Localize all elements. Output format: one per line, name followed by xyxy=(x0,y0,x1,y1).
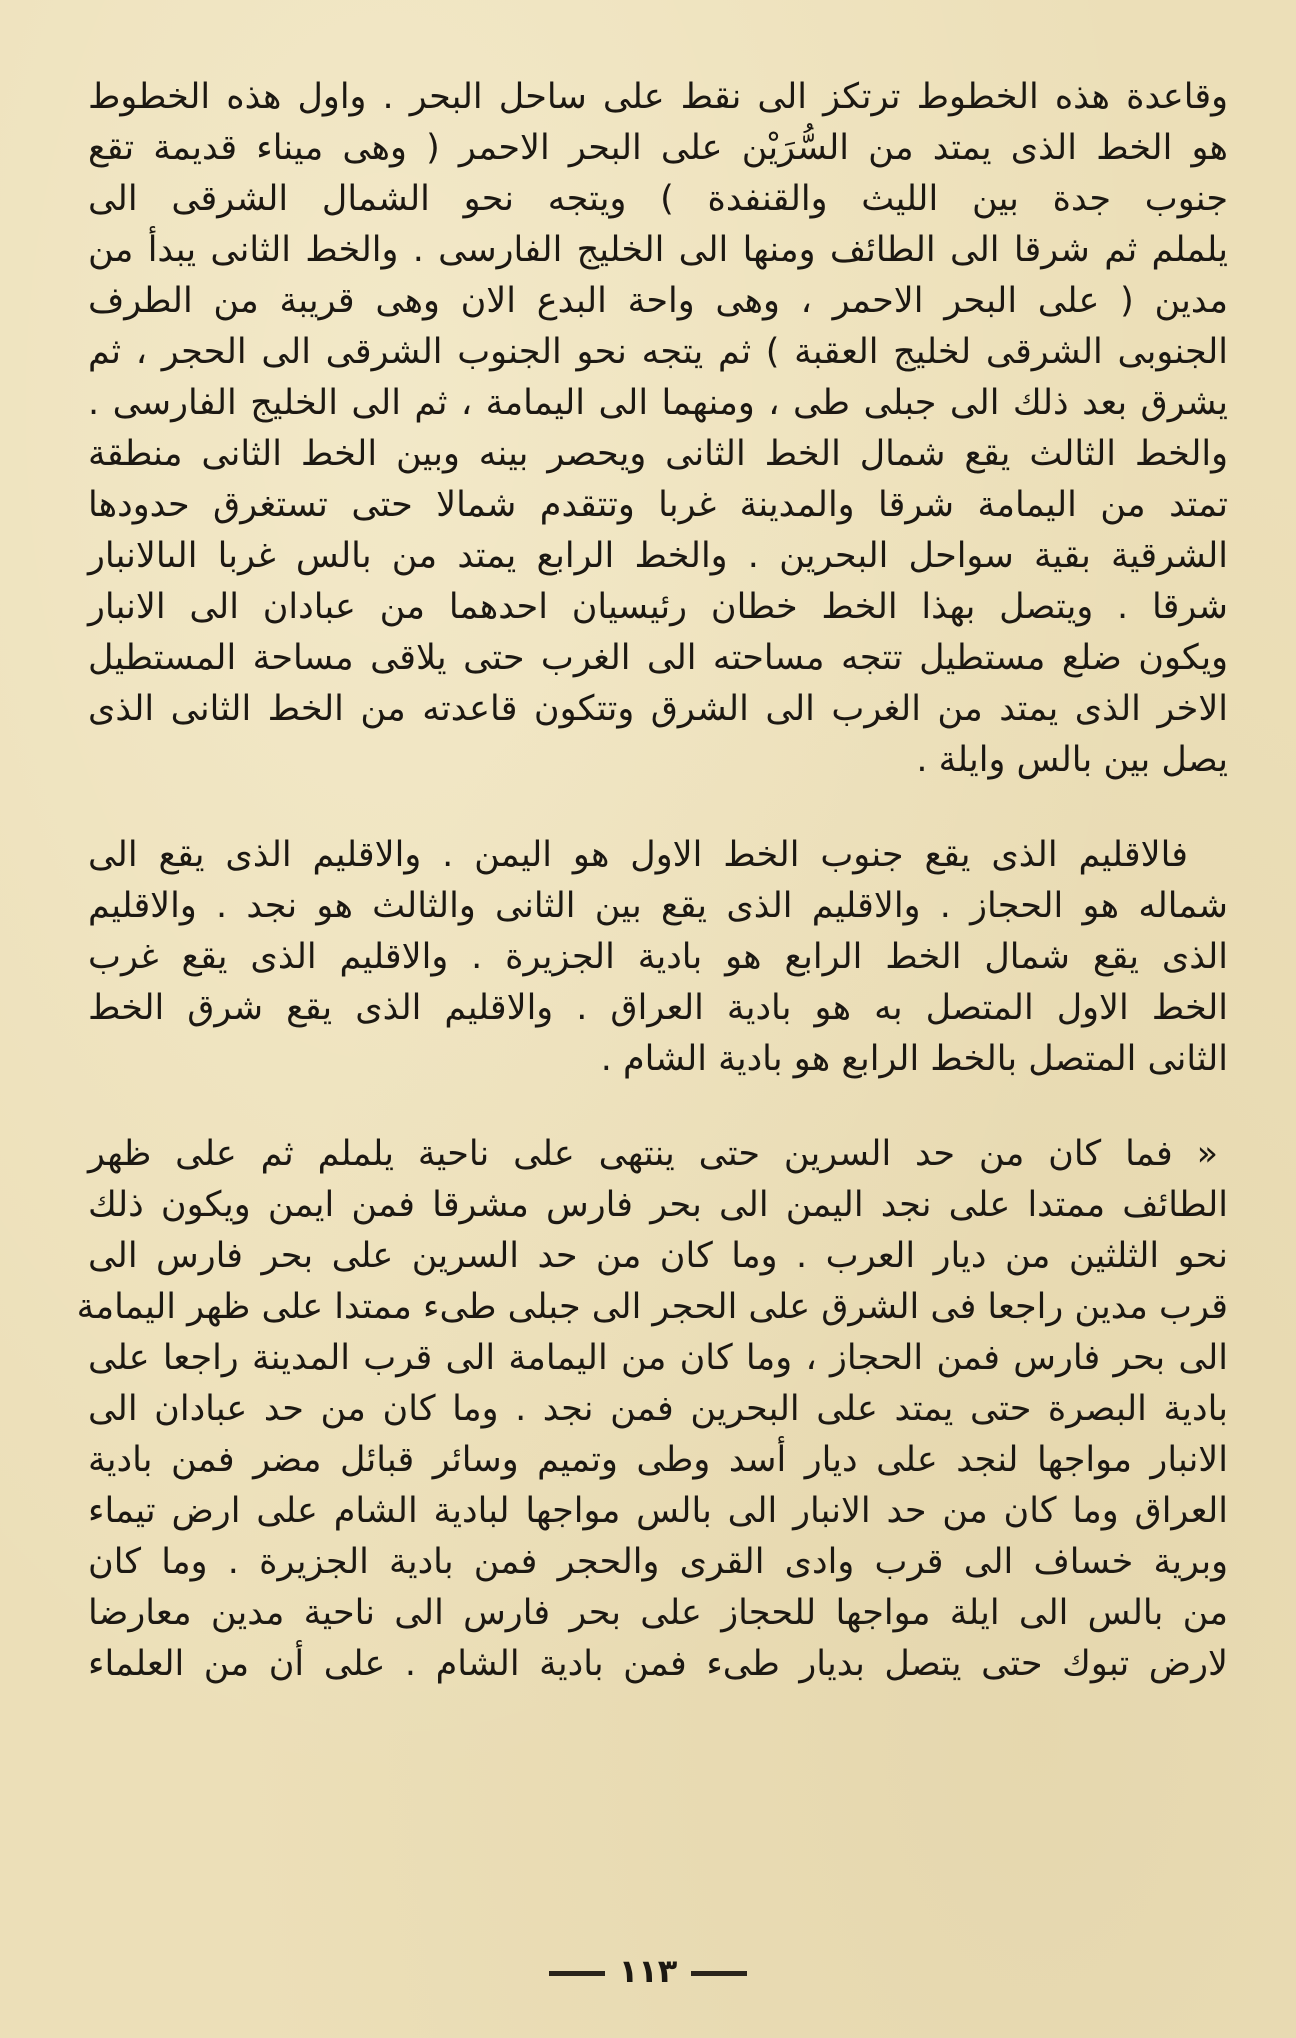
book-page xyxy=(76,72,1228,1690)
text-line: الذى يقع شمال الخط الرابع هو بادية الجزيرة . والاقليم الذى يقع غرب xyxy=(88,937,1228,977)
page-number-dash-right xyxy=(691,1971,747,1976)
text-line: ويكون ضلع مستطيل تتجه مساحته الى الغرب حتى يلاقى مساحة المستطيل xyxy=(88,638,1228,678)
page-number xyxy=(0,1952,1296,1990)
paragraph-1 xyxy=(88,72,1228,786)
text-line: جنوب جدة بين الليث والقنفدة ) ويتجه نحو الشمال الشرقى الى xyxy=(88,179,1228,219)
text-line: والخط الثالث يقع شمال الخط الثانى ويحصر بينه وبين الخط الثانى منطقة xyxy=(88,434,1228,474)
text-line: وقاعدة هذه الخطوط ترتكز الى نقط على ساحل البحر . واول هذه الخطوط xyxy=(88,77,1228,117)
text-line: يلملم ثم شرقا الى الطائف ومنها الى الخليج الفارسى . والخط الثانى يبدأ من xyxy=(88,230,1228,270)
text-line: شرقا . ويتصل بهذا الخط خطان رئيسيان احدهما من عبادان الى الانبار xyxy=(88,587,1228,627)
text-line: الجنوبى الشرقى لخليج العقبة ) ثم يتجه نحو الجنوب الشرقى الى الحجر ، ثم xyxy=(88,332,1228,372)
text-line: فالاقليم الذى يقع جنوب الخط الاول هو اليمن . والاقليم الذى يقع الى xyxy=(88,835,1188,875)
text-line: الشرقية بقية سواحل البحرين . والخط الرابع يمتد من بالس غربا الىالانبار xyxy=(88,536,1228,576)
text-line: الانبار مواجها لنجد على ديار أسد وطى وتميم وسائر قبائل مضر فمن بادية xyxy=(88,1440,1228,1480)
text-line: من بالس الى ايلة مواجها للحجاز على بحر فارس الى ناحية مدين معارضا xyxy=(88,1593,1228,1633)
text-line: نحو الثلثين من ديار العرب . وما كان من حد السرين على بحر فارس الى xyxy=(88,1236,1228,1276)
paragraph-2 xyxy=(88,830,1228,1085)
page-number-text: ١١٣ xyxy=(618,1952,678,1990)
text-line: يشرق بعد ذلك الى جبلى طى ، ومنهما الى اليمامة ، ثم الى الخليج الفارسى . xyxy=(88,383,1228,423)
page-number-dash-left xyxy=(549,1971,605,1976)
paragraph-3-quotation xyxy=(76,1129,1228,1690)
text-line: تمتد من اليمامة شرقا والمدينة غربا وتتقدم شمالا حتى تستغرق حدودها xyxy=(88,485,1228,525)
text-line: الى بحر فارس فمن الحجاز ، وما كان من اليمامة الى قرب المدينة راجعا على xyxy=(88,1338,1228,1378)
text-line: هو الخط الذى يمتد من السُّرَيْن على البحر الاحمر ( وهى ميناء قديمة تقع xyxy=(88,128,1228,168)
text-line: يصل بين بالس وايلة . xyxy=(916,740,1228,780)
text-line: الثانى المتصل بالخط الرابع هو بادية الشام . xyxy=(600,1039,1228,1079)
text-line: لارض تبوك حتى يتصل بديار طىء فمن بادية الشام . على أن من العلماء xyxy=(88,1644,1228,1684)
text-line: شماله هو الحجاز . والاقليم الذى يقع بين الثانى والثالث هو نجد . والاقليم xyxy=(88,886,1228,926)
text-line: بادية البصرة حتى يمتد على البحرين فمن نجد . وما كان من حد عبادان الى xyxy=(88,1389,1228,1429)
text-line: العراق وما كان من حد الانبار الى بالس مواجها لبادية الشام على ارض تيماء xyxy=(88,1491,1228,1531)
text-line: قرب مدين راجعا فى الشرق على الحجر الى جبلى طىء ممتدا على ظهر اليمامة xyxy=(76,1287,1228,1327)
text-line: « فما كان من حد السرين حتى ينتهى على ناحية يلملم ثم على ظهر xyxy=(88,1134,1218,1174)
text-line: الاخر الذى يمتد من الغرب الى الشرق وتتكون قاعدته من الخط الثانى الذى xyxy=(88,689,1228,729)
text-line: الخط الاول المتصل به هو بادية العراق . والاقليم الذى يقع شرق الخط xyxy=(88,988,1228,1028)
text-line: وبرية خساف الى قرب وادى القرى والحجر فمن بادية الجزيرة . وما كان xyxy=(88,1542,1228,1582)
text-line: مدين ( على البحر الاحمر ، وهى واحة البدع الان وهى قريبة من الطرف xyxy=(88,281,1228,321)
text-line: الطائف ممتدا على نجد اليمن الى بحر فارس مشرقا فمن ايمن ويكون ذلك xyxy=(88,1185,1228,1225)
